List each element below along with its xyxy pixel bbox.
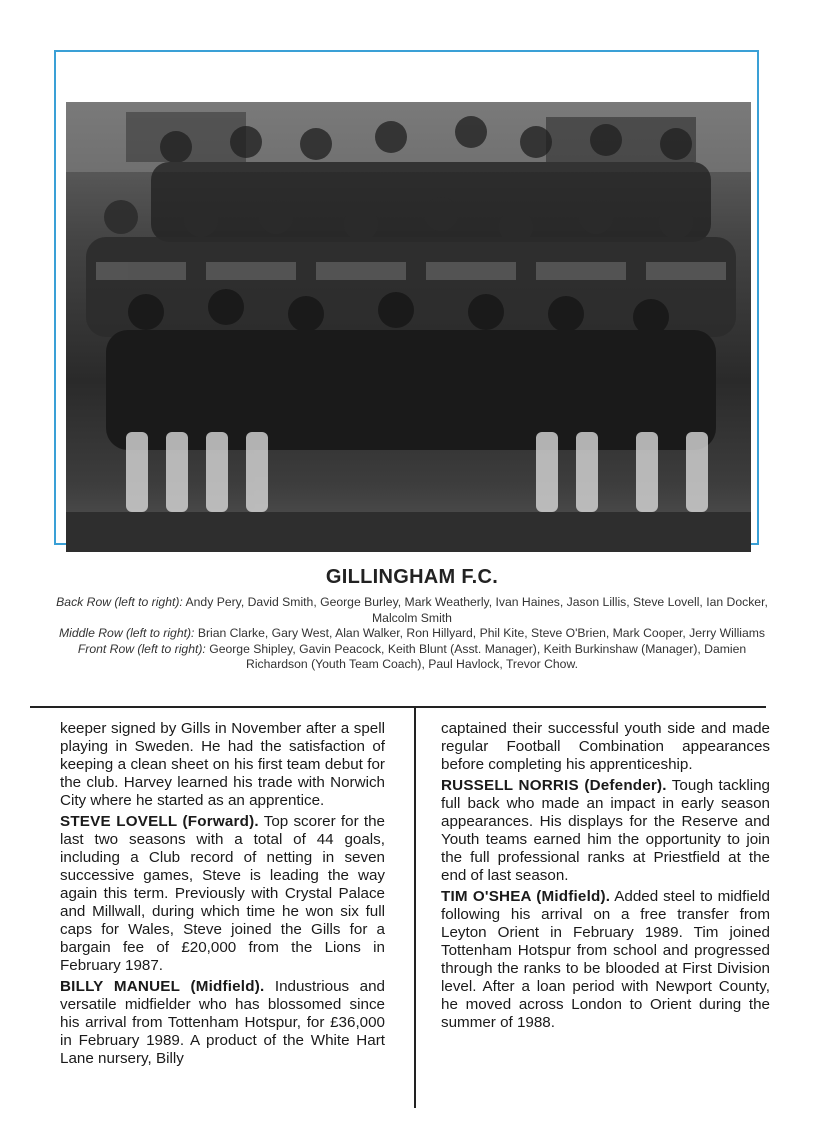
front-row-caption — [56, 642, 768, 673]
profile-heading: RUSSELL NORRIS (Defender). — [441, 777, 667, 794]
middle-row-names: Brian Clarke, Gary West, Alan Walker, Ron Hillyard, Phil Kite, Steve O'Brien, Mark Cooper, Jerry Williams — [194, 626, 766, 640]
left-intro: keeper signed by Gills in November after a spell playing in Sweden. He had the satisfaction of keeping a clean sheet on his first team debut for the club. Harvey learned his trade with Norwich City where he started as an apprentice. — [60, 720, 385, 809]
team-photo — [66, 102, 751, 552]
profile-entry — [60, 813, 385, 975]
profile-text: Tough tackling full back who made an impact in early season appearances. His displays for the Reserve and Youth teams earned him the opportunity to join the full professional ranks at Priestfield at the end of last season. — [441, 777, 770, 884]
horizontal-divider — [30, 706, 766, 708]
right-column — [441, 720, 770, 1035]
profile-heading: STEVE LOVELL (Forward). — [60, 813, 259, 830]
page-title: GILLINGHAM F.C. — [325, 566, 499, 588]
middle-row-caption — [56, 626, 768, 642]
middle-row-label: Middle Row (left to right): — [58, 626, 195, 640]
left-column — [60, 720, 385, 1071]
right-intro: captained their successful youth side and made regular Football Combination appearances before completing his apprenticeship. — [441, 720, 770, 773]
profile-text: Top scorer for the last two seasons with a total of 44 goals, including a Club record of netting in seven successive games, Steve is leading the way again this term. Previously with Crystal Palace and Millwall, during which time he won six full caps for Wales, Steve joined the Gills for a bargain fee of £20,000 from the Lions in February 1987. — [60, 813, 385, 974]
profile-entry — [441, 888, 770, 1032]
back-row-caption — [56, 595, 768, 626]
back-row-label: Back Row (left to right): — [56, 595, 183, 609]
profile-text: Added steel to midfield following his arrival on a free transfer from Leyton Orient in February 1989. Tim joined Tottenham Hotspur from school and progressed through the ranks to be blooded at First Division level. After a loan period with Newport County, he moved across London to Orient during the summer of 1988. — [441, 888, 770, 1031]
profile-entry — [60, 978, 385, 1068]
photo-caption — [56, 566, 768, 673]
front-row-names: George Shipley, Gavin Peacock, Keith Blunt (Asst. Manager), Keith Burkinshaw (Manager), Damien Richardson (Youth Team Coach), Paul Havlock, Trevor Chow. — [205, 641, 747, 671]
front-row-label: Front Row (left to right): — [77, 641, 206, 656]
profile-heading: BILLY MANUEL (Midfield). — [60, 978, 265, 995]
profile-text: Industrious and versatile midfielder who has blossomed since his arrival from Tottenham Hotspur, for £36,000 in February 1989. A product of the White Hart Lane nursery, Billy — [60, 978, 385, 1067]
back-row-names: Andy Pery, David Smith, George Burley, Mark Weatherly, Ivan Haines, Jason Lillis, Steve Lovell, Ian Docker, Malcolm Smith — [182, 595, 768, 625]
team-photo-frame — [54, 50, 759, 545]
profile-entry — [441, 777, 770, 885]
profile-heading: TIM O'SHEA (Midfield). — [441, 888, 611, 905]
column-divider — [414, 708, 416, 1108]
